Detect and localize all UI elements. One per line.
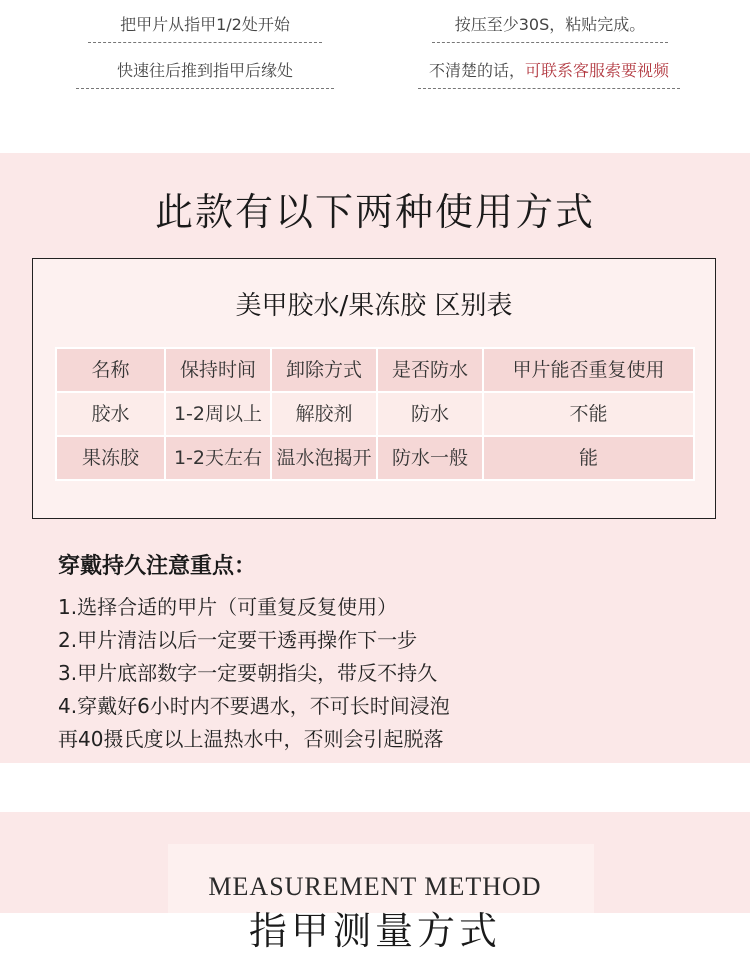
wear-note-line: 2.甲片清洁以后一定要干透再操作下一步 [58,628,418,652]
table-header-cell: 名称 [57,349,164,391]
dotted-divider [76,88,334,89]
instruction-tips [0,0,750,153]
usage-section [0,153,750,763]
table-header-cell: 卸除方式 [270,349,376,391]
measurement-title-en: MEASUREMENT METHOD [208,872,542,901]
tip-left-1-text: 把甲片从指甲1/2处开始 [120,15,290,34]
table-header-cell: 甲片能否重复使用 [482,349,693,391]
tip-left-1 [88,12,322,44]
tip-right-1-text: 按压至少30S，粘贴完成。 [454,15,646,34]
dotted-divider [88,42,322,43]
table-cell: 能 [482,437,693,479]
contact-service-text: 可联系客服索要视频 [525,61,670,80]
table-cell: 胶水 [57,393,164,435]
wear-note-line: 4.穿戴好6小时内不要遇水，不可长时间浸泡 [58,694,450,718]
tip-right-2 [418,58,680,90]
table-cell: 温水泡揭开 [270,437,376,479]
table-row [57,437,693,479]
table-cell: 1-2周以上 [164,393,270,435]
table-cell: 防水一般 [376,437,482,479]
dotted-divider [418,88,680,89]
comparison-table-title: 美甲胶水/果冻胶 区别表 [235,291,513,321]
tip-right-1 [432,12,668,44]
wear-notes [58,549,698,756]
measurement-title-cn: 指甲测量方式 [248,909,501,953]
table-row [57,393,693,435]
table-header-cell: 保持时间 [164,349,270,391]
comparison-table-box [32,258,716,519]
tip-left-2 [76,58,334,90]
table-cell: 果冻胶 [57,437,164,479]
wear-notes-title: 穿戴持久注意重点： [58,554,257,579]
table-header-row [57,349,693,391]
table-cell: 不能 [482,393,693,435]
dotted-divider [432,42,668,43]
wear-note-line: 3.甲片底部数字一定要朝指尖，带反不持久 [58,661,438,685]
tip-right-2-prefix: 不清楚的话， [428,61,525,80]
comparison-table [55,347,695,481]
tip-left-2-text: 快速往后推到指甲后缘处 [116,61,293,80]
measurement-section [0,812,750,953]
table-cell: 解胶剂 [270,393,376,435]
wear-note-line: 1.选择合适的甲片（可重复反复使用） [58,595,398,619]
table-header-cell: 是否防水 [376,349,482,391]
table-cell: 1-2天左右 [164,437,270,479]
usage-title: 此款有以下两种使用方式 [154,190,595,234]
wear-note-line: 再40摄氏度以上温热水中，否则会引起脱落 [58,727,444,751]
table-cell: 防水 [376,393,482,435]
